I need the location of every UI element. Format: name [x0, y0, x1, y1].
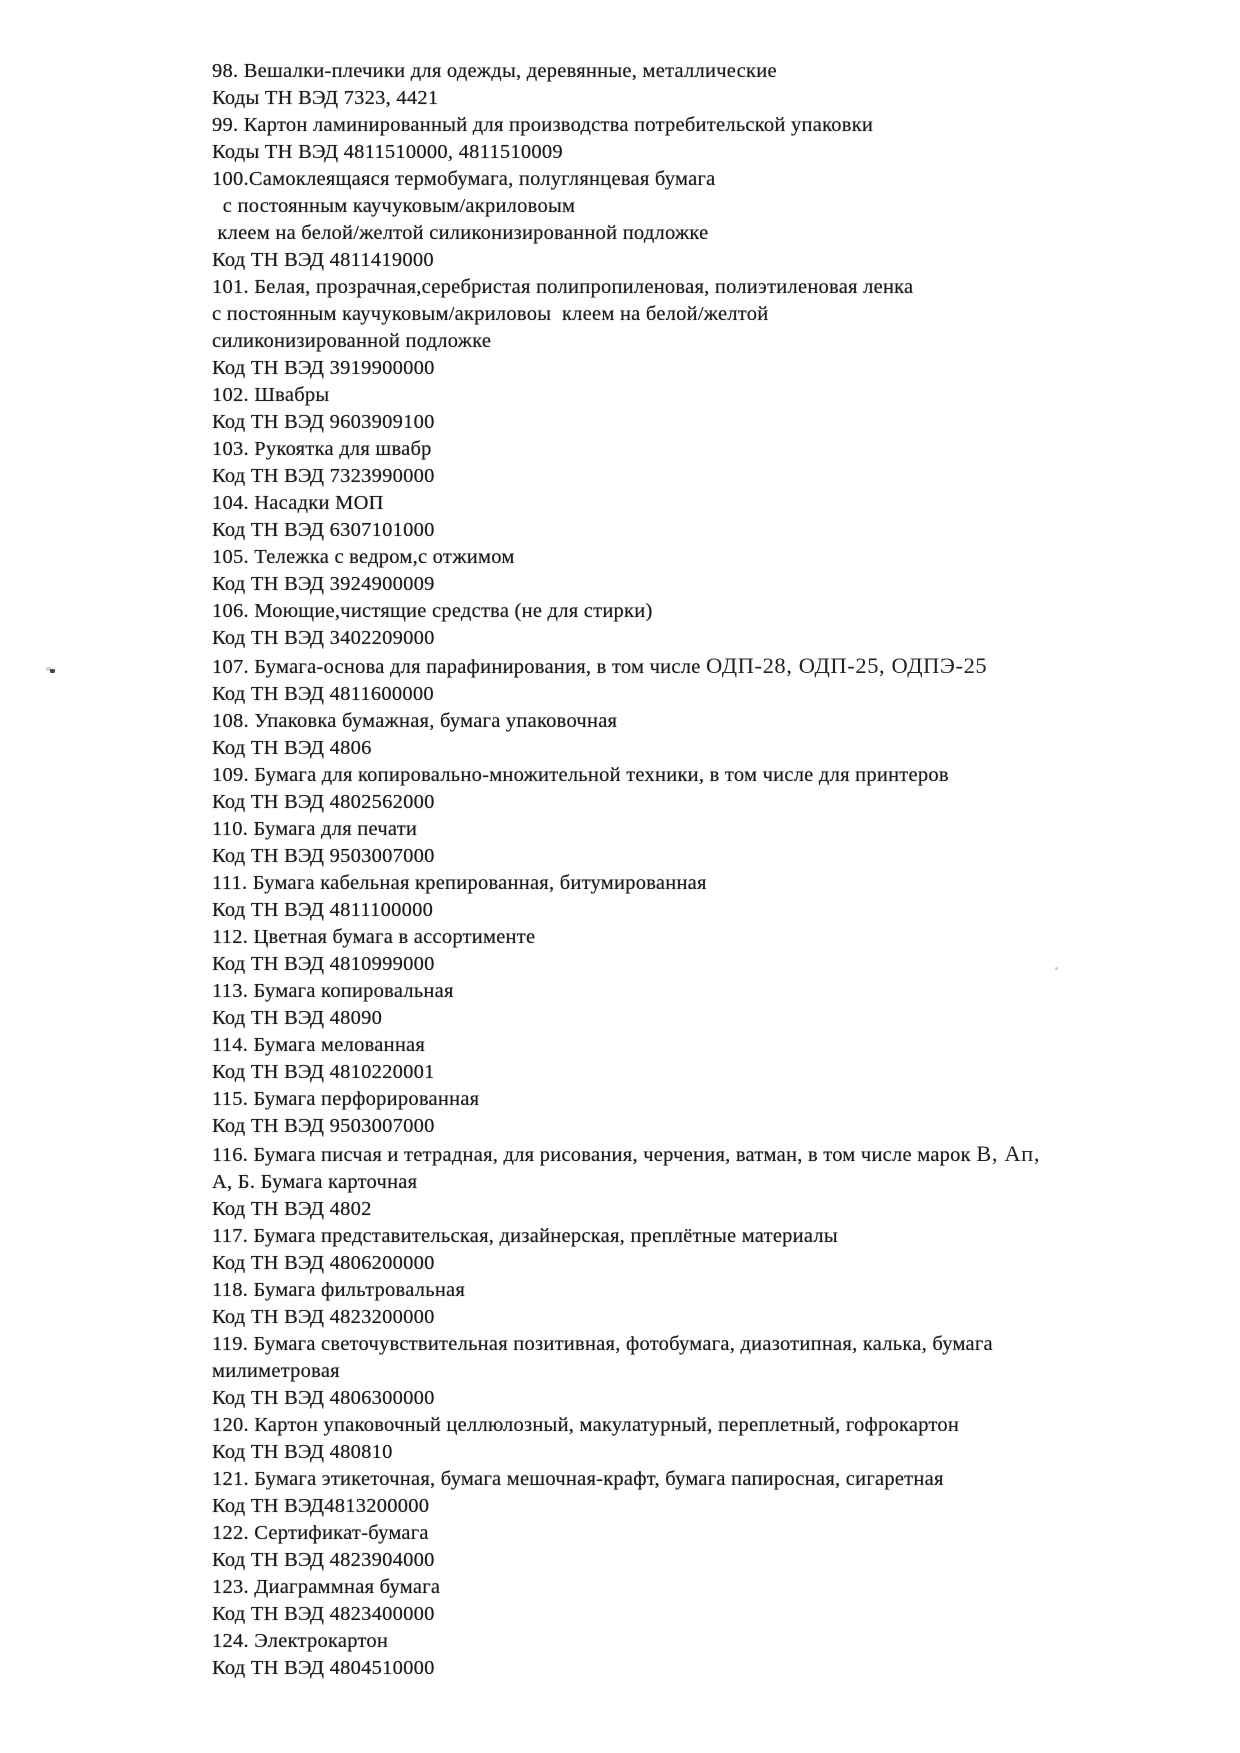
line-text: 111. Бумага кабельная крепированная, битумированная	[212, 872, 707, 894]
line-text: 106. Моющие,чистящие средства (не для стирки)	[212, 600, 653, 622]
document-line	[212, 1358, 1200, 1385]
document-line	[212, 951, 1200, 978]
line-text: 104. Насадки МОП	[212, 492, 384, 514]
document-lines	[212, 58, 1200, 1682]
line-text: Код ТН ВЭД 3402209000	[212, 627, 435, 649]
line-text: милиметровая	[212, 1360, 340, 1382]
document-line	[212, 301, 1200, 328]
line-text: Код ТН ВЭД 4806	[212, 737, 372, 759]
document-line	[212, 274, 1200, 301]
line-text: 105. Тележка с ведром,с отжимом	[212, 546, 515, 568]
document-line	[212, 681, 1200, 708]
document-line	[212, 1059, 1200, 1086]
document-line	[212, 924, 1200, 951]
line-text: Код ТН ВЭД 4811419000	[212, 249, 434, 271]
document-line	[212, 1493, 1200, 1520]
document-line	[212, 1304, 1200, 1331]
scan-speck-icon	[1055, 967, 1058, 970]
document-line	[212, 978, 1200, 1005]
document-line	[212, 58, 1200, 85]
line-text: Код ТН ВЭД 4811100000	[212, 899, 434, 921]
line-text: Код ТН ВЭД 3919900000	[212, 357, 435, 379]
document-line	[212, 1547, 1200, 1574]
line-text: Код ТН ВЭД 4823904000	[212, 1549, 435, 1571]
document-line	[212, 1005, 1200, 1032]
document-line	[212, 463, 1200, 490]
document-line	[212, 789, 1200, 816]
line-text: Код ТН ВЭД4813200000	[212, 1495, 430, 1517]
line-text: 115. Бумага перфорированная	[212, 1088, 480, 1110]
line-text: 120. Картон упаковочный целлюлозный, макулатурный, переплетный, гофрокартон	[212, 1414, 960, 1436]
document-line	[212, 436, 1200, 463]
line-text: 98. Вешалки-плечики для одежды, деревянные, металлические	[212, 60, 777, 82]
document-line	[212, 1520, 1200, 1547]
document-line	[212, 544, 1200, 571]
line-text: А, Б. Бумага карточная	[212, 1171, 418, 1193]
line-text: Код ТН ВЭД 3924900009	[212, 573, 435, 595]
line-text: Код ТН ВЭД 4802562000	[212, 791, 435, 813]
line-text: Код ТН ВЭД 9503007000	[212, 1115, 435, 1137]
line-text: 121. Бумага этикеточная, бумага мешочная-крафт, бумага папиросная, сигаретная	[212, 1468, 944, 1490]
document-line	[212, 355, 1200, 382]
line-text: 99. Картон ламинированный для производства потребительской упаковки	[212, 114, 874, 136]
line-text: 103. Рукоятка для швабр	[212, 438, 432, 460]
line-text: Код ТН ВЭД 4806200000	[212, 1252, 435, 1274]
document-line	[212, 112, 1200, 139]
scan-speck-icon	[50, 669, 55, 673]
document-line	[212, 1655, 1200, 1682]
document-line	[212, 1574, 1200, 1601]
line-text-alt-font: В, Ап,	[976, 1141, 1041, 1166]
document-line	[212, 247, 1200, 274]
document-line	[212, 816, 1200, 843]
document-line	[212, 1439, 1200, 1466]
line-text: 118. Бумага фильтровальная	[212, 1279, 466, 1301]
line-text: 117. Бумага представительская, дизайнерская, преплётные материалы	[212, 1225, 838, 1247]
line-text: Код ТН ВЭД 4811600000	[212, 683, 434, 705]
line-text: 114. Бумага мелованная	[212, 1034, 426, 1056]
document-line	[212, 1277, 1200, 1304]
document-line	[212, 1140, 1200, 1169]
document-line	[212, 843, 1200, 870]
line-text: 110. Бумага для печати	[212, 818, 418, 840]
document-line	[212, 166, 1200, 193]
line-text: Коды ТН ВЭД 4811510000, 4811510009	[212, 141, 563, 163]
document-line	[212, 1250, 1200, 1277]
line-text: 113. Бумага копировальная	[212, 980, 454, 1002]
line-text: Код ТН ВЭД 9603909100	[212, 411, 435, 433]
document-line	[212, 490, 1200, 517]
document-line	[212, 328, 1200, 355]
document-line	[212, 1086, 1200, 1113]
document-line	[212, 897, 1200, 924]
document-line	[212, 1223, 1200, 1250]
line-text: Код ТН ВЭД 4823200000	[212, 1306, 435, 1328]
line-text: 100.Самоклеящаяся термобумага, полуглянцевая бумага	[212, 168, 716, 190]
line-text: 123. Диаграммная бумага	[212, 1576, 441, 1598]
line-text: Код ТН ВЭД 4810220001	[212, 1061, 435, 1083]
line-text: 122. Сертификат-бумага	[212, 1522, 429, 1544]
line-text: Код ТН ВЭД 4806300000	[212, 1387, 435, 1409]
line-text: с постоянным каучуковым/акриловоым	[212, 195, 576, 217]
document-line	[212, 1601, 1200, 1628]
document-line	[212, 1331, 1200, 1358]
line-text: Код ТН ВЭД 4802	[212, 1198, 372, 1220]
line-text: Код ТН ВЭД 7323990000	[212, 465, 435, 487]
line-text: Код ТН ВЭД 4804510000	[212, 1657, 435, 1679]
document-line	[212, 762, 1200, 789]
document-line	[212, 409, 1200, 436]
document-line	[212, 1196, 1200, 1223]
line-text: 119. Бумага светочувствительная позитивная, фотобумага, диазотипная, калька, бумага	[212, 1333, 993, 1355]
line-text: 112. Цветная бумага в ассортименте	[212, 926, 536, 948]
document-line	[212, 598, 1200, 625]
line-text: с постоянным каучуковым/акриловоы клеем на белой/желтой	[212, 303, 769, 325]
document-line	[212, 571, 1200, 598]
document-line	[212, 1628, 1200, 1655]
line-text: Коды ТН ВЭД 7323, 4421	[212, 87, 439, 109]
document-line	[212, 652, 1200, 681]
document-line	[212, 85, 1200, 112]
line-text: Код ТН ВЭД 9503007000	[212, 845, 435, 867]
line-text: 101. Белая, прозрачная,серебристая полипропиленовая, полиэтиленовая ленка	[212, 276, 914, 298]
document-line	[212, 625, 1200, 652]
line-text: Код ТН ВЭД 480810	[212, 1441, 393, 1463]
document-line	[212, 193, 1200, 220]
line-text: Код ТН ВЭД 4810999000	[212, 953, 435, 975]
document-line	[212, 870, 1200, 897]
document-line	[212, 220, 1200, 247]
line-text: 116. Бумага писчая и тетрадная, для рисования, черчения, ватман, в том числе марок	[212, 1144, 977, 1166]
document-line	[212, 1412, 1200, 1439]
line-text: 107. Бумага-основа для парафинирования, в том числе	[212, 656, 706, 678]
document-line	[212, 1466, 1200, 1493]
document-line	[212, 708, 1200, 735]
line-text: 102. Швабры	[212, 384, 330, 406]
document-line	[212, 1113, 1200, 1140]
document-line	[212, 1032, 1200, 1059]
line-text: Код ТН ВЭД 6307101000	[212, 519, 435, 541]
document-line	[212, 1169, 1200, 1196]
document-line	[212, 1385, 1200, 1412]
document-line	[212, 139, 1200, 166]
line-text: 109. Бумага для копировально-множительной техники, в том числе для принтеров	[212, 764, 949, 786]
document-line	[212, 517, 1200, 544]
line-text: Код ТН ВЭД 4823400000	[212, 1603, 435, 1625]
line-text: силиконизированной подложке	[212, 330, 492, 352]
line-text-alt-font: ОДП-28, ОДП-25, ОДПЭ-25	[705, 653, 988, 678]
line-text: 108. Упаковка бумажная, бумага упаковочная	[212, 710, 618, 732]
document-line	[212, 735, 1200, 762]
line-text: 124. Электрокартон	[212, 1630, 389, 1652]
line-text: Код ТН ВЭД 48090	[212, 1007, 383, 1029]
document-line	[212, 382, 1200, 409]
line-text: клеем на белой/желтой силиконизированной подложке	[212, 222, 709, 244]
